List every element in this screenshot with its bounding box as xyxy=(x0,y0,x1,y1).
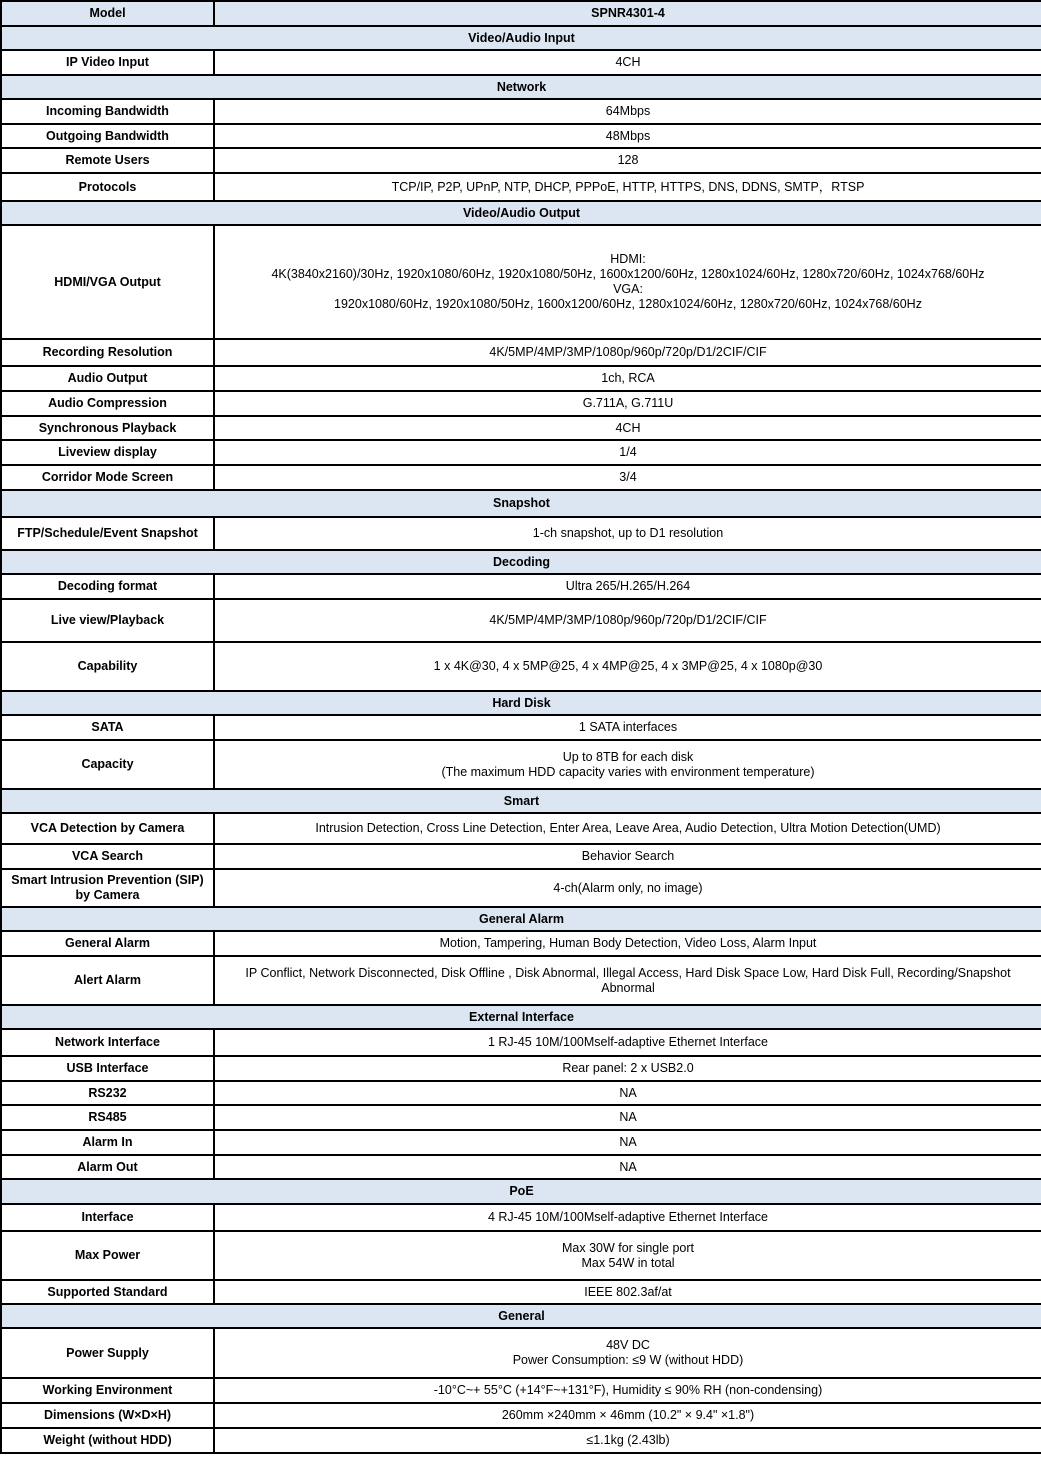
spec-row-recording-resolution xyxy=(1,339,1041,366)
spec-value xyxy=(214,931,1041,956)
section-header-general-alarm xyxy=(1,907,1041,931)
spec-value-line: VGA: xyxy=(613,282,643,296)
spec-value xyxy=(214,416,1041,440)
section-title: PoE xyxy=(1,1179,1041,1204)
spec-row-ip-video-input xyxy=(1,50,1041,75)
spec-value-line: 1 RJ-45 10M/100Mself-adaptive Ethernet Interface xyxy=(487,1035,768,1049)
spec-value xyxy=(214,173,1041,201)
spec-row-outgoing-bandwidth xyxy=(1,124,1041,148)
section-header-external-interface xyxy=(1,1005,1041,1029)
spec-value xyxy=(214,225,1041,339)
section-title: Video/Audio Output xyxy=(1,201,1041,225)
spec-value-line: 1920x1080/60Hz, 1920x1080/50Hz, 1600x1200/60Hz, 1280x1024/60Hz, 1280x720/60Hz, 1024x768/60Hz xyxy=(334,297,922,311)
spec-value xyxy=(214,1378,1041,1403)
spec-value xyxy=(214,339,1041,366)
spec-label: HDMI/VGA Output xyxy=(1,225,214,339)
section-header-general xyxy=(1,1304,1041,1328)
spec-label: Weight (without HDD) xyxy=(1,1428,214,1453)
spec-row-audio-compression xyxy=(1,391,1041,416)
spec-value-line: Motion, Tampering, Human Body Detection, Video Loss, Alarm Input xyxy=(439,936,817,950)
spec-label: SATA xyxy=(1,715,214,740)
spec-row-interface xyxy=(1,1204,1041,1231)
spec-value-line: NA xyxy=(619,1135,637,1149)
spec-row-sata xyxy=(1,715,1041,740)
spec-label: Protocols xyxy=(1,173,214,201)
spec-value xyxy=(214,813,1041,844)
spec-value-line: Abnormal xyxy=(601,980,655,995)
section-header-video-audio-input xyxy=(1,26,1041,50)
spec-row-power-supply xyxy=(1,1328,1041,1378)
spec-value xyxy=(214,1105,1041,1130)
spec-value-line: TCP/IP, P2P, UPnP, NTP, DHCP, PPPoE, HTTP, HTTPS, DNS, DDNS, SMTP，RTSP xyxy=(391,179,865,194)
spec-row-smart-intrusion-prevention-sip-by-camera xyxy=(1,869,1041,907)
spec-label-line: Smart Intrusion Prevention (SIP) xyxy=(11,873,204,887)
spec-value xyxy=(214,50,1041,75)
spec-value xyxy=(214,1428,1041,1453)
spec-value xyxy=(214,715,1041,740)
spec-label: Dimensions (W×D×H) xyxy=(1,1403,214,1428)
section-title: Decoding xyxy=(1,550,1041,574)
spec-label: Synchronous Playback xyxy=(1,416,214,440)
section-title: General Alarm xyxy=(1,907,1041,931)
spec-value-line: 1 x 4K@30, 4 x 5MP@25, 4 x 4MP@25, 4 x 3MP@25, 4 x 1080p@30 xyxy=(433,659,823,673)
spec-value-line: Power Consumption: ≤9 W (without HDD) xyxy=(512,1353,744,1367)
section-header-hard-disk xyxy=(1,691,1041,715)
spec-label: Capacity xyxy=(1,740,214,789)
spec-label: IP Video Input xyxy=(1,50,214,75)
spec-table-body xyxy=(1,1,1041,1453)
spec-row-protocols xyxy=(1,173,1041,201)
spec-value-line: HDMI: xyxy=(610,252,646,266)
section-title: General xyxy=(1,1304,1041,1328)
spec-label: Power Supply xyxy=(1,1328,214,1378)
spec-label: Alarm Out xyxy=(1,1155,214,1179)
spec-label: Interface xyxy=(1,1204,214,1231)
spec-value xyxy=(214,1328,1041,1378)
spec-value-line: Behavior Search xyxy=(581,849,675,863)
spec-value-line: 4 RJ-45 10M/100Mself-adaptive Ethernet Interface xyxy=(487,1210,768,1224)
spec-value-line: 1/4 xyxy=(619,445,637,459)
spec-label: Max Power xyxy=(1,1231,214,1280)
spec-label: Corridor Mode Screen xyxy=(1,465,214,490)
spec-row-network-interface xyxy=(1,1029,1041,1056)
model-label: Model xyxy=(1,1,214,26)
spec-label: Recording Resolution xyxy=(1,339,214,366)
spec-label: Live view/Playback xyxy=(1,599,214,642)
spec-value xyxy=(214,1155,1041,1179)
spec-value-line: Rear panel: 2 x USB2.0 xyxy=(562,1061,694,1075)
spec-row-ftp-schedule-event-snapshot xyxy=(1,517,1041,550)
spec-value-line: 3/4 xyxy=(619,470,637,484)
spec-value-line: Intrusion Detection, Cross Line Detection, Enter Area, Leave Area, Audio Detection, Ultra Motion Detection(UMD) xyxy=(315,821,941,835)
spec-value-line: Max 30W for single port xyxy=(562,1240,694,1255)
model-row xyxy=(1,1,1041,26)
spec-label: Working Environment xyxy=(1,1378,214,1403)
spec-row-alarm-out xyxy=(1,1155,1041,1179)
spec-value-line: (The maximum HDD capacity varies with environment temperature) xyxy=(441,764,815,779)
spec-value xyxy=(214,1231,1041,1280)
spec-row-hdmi-vga-output xyxy=(1,225,1041,339)
spec-value xyxy=(214,642,1041,691)
spec-value xyxy=(214,440,1041,465)
spec-value-line: 128 xyxy=(617,153,639,167)
spec-value xyxy=(214,148,1041,173)
spec-row-audio-output xyxy=(1,366,1041,391)
spec-value xyxy=(214,869,1041,907)
spec-value xyxy=(214,740,1041,789)
spec-row-supported-standard xyxy=(1,1280,1041,1304)
section-header-network xyxy=(1,75,1041,99)
spec-row-capability xyxy=(1,642,1041,691)
spec-value-line: Up to 8TB for each disk xyxy=(562,749,694,764)
spec-label: General Alarm xyxy=(1,931,214,956)
section-title: Video/Audio Input xyxy=(1,26,1041,50)
spec-value xyxy=(214,99,1041,124)
spec-label: VCA Detection by Camera xyxy=(1,813,214,844)
spec-row-liveview-display xyxy=(1,440,1041,465)
spec-value-line: 1-ch snapshot, up to D1 resolution xyxy=(532,526,724,540)
section-header-poe xyxy=(1,1179,1041,1204)
spec-value-line: -10°C~+ 55°C (+14°F~+131°F), Humidity ≤ 90% RH (non-condensing) xyxy=(433,1383,823,1397)
spec-label: Liveview display xyxy=(1,440,214,465)
spec-value xyxy=(214,1029,1041,1056)
spec-row-usb-interface xyxy=(1,1056,1041,1081)
section-header-decoding xyxy=(1,550,1041,574)
spec-row-incoming-bandwidth xyxy=(1,99,1041,124)
spec-value xyxy=(214,1403,1041,1428)
spec-value xyxy=(214,1056,1041,1081)
spec-value-line: IEEE 802.3af/at xyxy=(584,1284,672,1299)
section-title: Smart xyxy=(1,789,1041,813)
spec-label: USB Interface xyxy=(1,1056,214,1081)
spec-value-line: 260mm ×240mm × 46mm (10.2" × 9.4" ×1.8") xyxy=(501,1408,755,1422)
spec-label: Alert Alarm xyxy=(1,956,214,1005)
spec-value xyxy=(214,1081,1041,1105)
spec-value-line: 4-ch(Alarm only, no image) xyxy=(553,880,703,895)
spec-label: Alarm In xyxy=(1,1130,214,1155)
section-header-snapshot xyxy=(1,490,1041,517)
spec-value xyxy=(214,1280,1041,1304)
spec-value-line: Ultra 265/H.265/H.264 xyxy=(565,579,691,593)
spec-value-line: 4K/5MP/4MP/3MP/1080p/960p/720p/D1/2CIF/CIF xyxy=(489,613,767,627)
spec-row-live-view-playback xyxy=(1,599,1041,642)
spec-row-dimensions-w-d-h xyxy=(1,1403,1041,1428)
spec-label xyxy=(1,869,214,907)
spec-row-max-power xyxy=(1,1231,1041,1280)
spec-row-working-environment xyxy=(1,1378,1041,1403)
section-title: Hard Disk xyxy=(1,691,1041,715)
spec-value-line: IP Conflict, Network Disconnected, Disk Offline , Disk Abnormal, Illegal Access, Hard Disk Space Low, Hard Disk Full, Recording/Snapshot xyxy=(245,965,1011,980)
section-title: Network xyxy=(1,75,1041,99)
spec-value-line: 4CH xyxy=(615,420,641,435)
spec-value xyxy=(214,844,1041,869)
spec-value xyxy=(214,391,1041,416)
spec-row-synchronous-playback xyxy=(1,416,1041,440)
spec-label: Capability xyxy=(1,642,214,691)
spec-row-capacity xyxy=(1,740,1041,789)
spec-value-line: G.711A, G.711U xyxy=(582,396,674,410)
spec-label: Network Interface xyxy=(1,1029,214,1056)
spec-value-line: NA xyxy=(619,1110,637,1124)
spec-label: Decoding format xyxy=(1,574,214,599)
spec-value-line: Max 54W in total xyxy=(581,1255,675,1270)
section-header-video-audio-output xyxy=(1,201,1041,225)
spec-row-corridor-mode-screen xyxy=(1,465,1041,490)
spec-value-line: 1 SATA interfaces xyxy=(578,720,678,734)
spec-label: Audio Output xyxy=(1,366,214,391)
spec-label: Outgoing Bandwidth xyxy=(1,124,214,148)
spec-value-line: 48V DC xyxy=(606,1338,650,1352)
spec-row-rs232 xyxy=(1,1081,1041,1105)
spec-value-line: NA xyxy=(619,1085,637,1100)
spec-value-line: 4K/5MP/4MP/3MP/1080p/960p/720p/D1/2CIF/CIF xyxy=(489,345,767,359)
spec-label: RS485 xyxy=(1,1105,214,1130)
spec-value-line: 4K(3840x2160)/30Hz, 1920x1080/60Hz, 1920x1080/50Hz, 1600x1200/60Hz, 1280x1024/60Hz, 1280x720/60Hz, 1024x768/60Hz xyxy=(271,267,985,281)
spec-row-alert-alarm xyxy=(1,956,1041,1005)
spec-label: RS232 xyxy=(1,1081,214,1105)
spec-value-line: ≤1.1kg (2.43lb) xyxy=(586,1433,670,1447)
spec-row-vca-search xyxy=(1,844,1041,869)
spec-value-line: 64Mbps xyxy=(605,104,651,118)
spec-row-remote-users xyxy=(1,148,1041,173)
spec-label: FTP/Schedule/Event Snapshot xyxy=(1,517,214,550)
model-value: SPNR4301-4 xyxy=(214,1,1041,26)
spec-row-rs485 xyxy=(1,1105,1041,1130)
spec-label-line: by Camera xyxy=(75,888,140,902)
spec-value xyxy=(214,574,1041,599)
spec-value xyxy=(214,124,1041,148)
spec-value xyxy=(214,1204,1041,1231)
spec-value-line: 1ch, RCA xyxy=(601,371,655,385)
spec-label: Audio Compression xyxy=(1,391,214,416)
spec-value-line: NA xyxy=(619,1159,637,1174)
spec-row-decoding-format xyxy=(1,574,1041,599)
spec-label: Supported Standard xyxy=(1,1280,214,1304)
spec-value xyxy=(214,465,1041,490)
spec-row-alarm-in xyxy=(1,1130,1041,1155)
spec-value xyxy=(214,366,1041,391)
spec-label: Incoming Bandwidth xyxy=(1,99,214,124)
spec-label: VCA Search xyxy=(1,844,214,869)
spec-value-line: 4CH xyxy=(615,55,641,69)
spec-value xyxy=(214,599,1041,642)
spec-value-line: 48Mbps xyxy=(605,128,651,143)
section-title: Snapshot xyxy=(1,490,1041,517)
spec-row-weight-without-hdd xyxy=(1,1428,1041,1453)
spec-value xyxy=(214,1130,1041,1155)
spec-row-general-alarm xyxy=(1,931,1041,956)
section-title: External Interface xyxy=(1,1005,1041,1029)
spec-value xyxy=(214,956,1041,1005)
spec-value xyxy=(214,517,1041,550)
spec-row-vca-detection-by-camera xyxy=(1,813,1041,844)
section-header-smart xyxy=(1,789,1041,813)
spec-label: Remote Users xyxy=(1,148,214,173)
